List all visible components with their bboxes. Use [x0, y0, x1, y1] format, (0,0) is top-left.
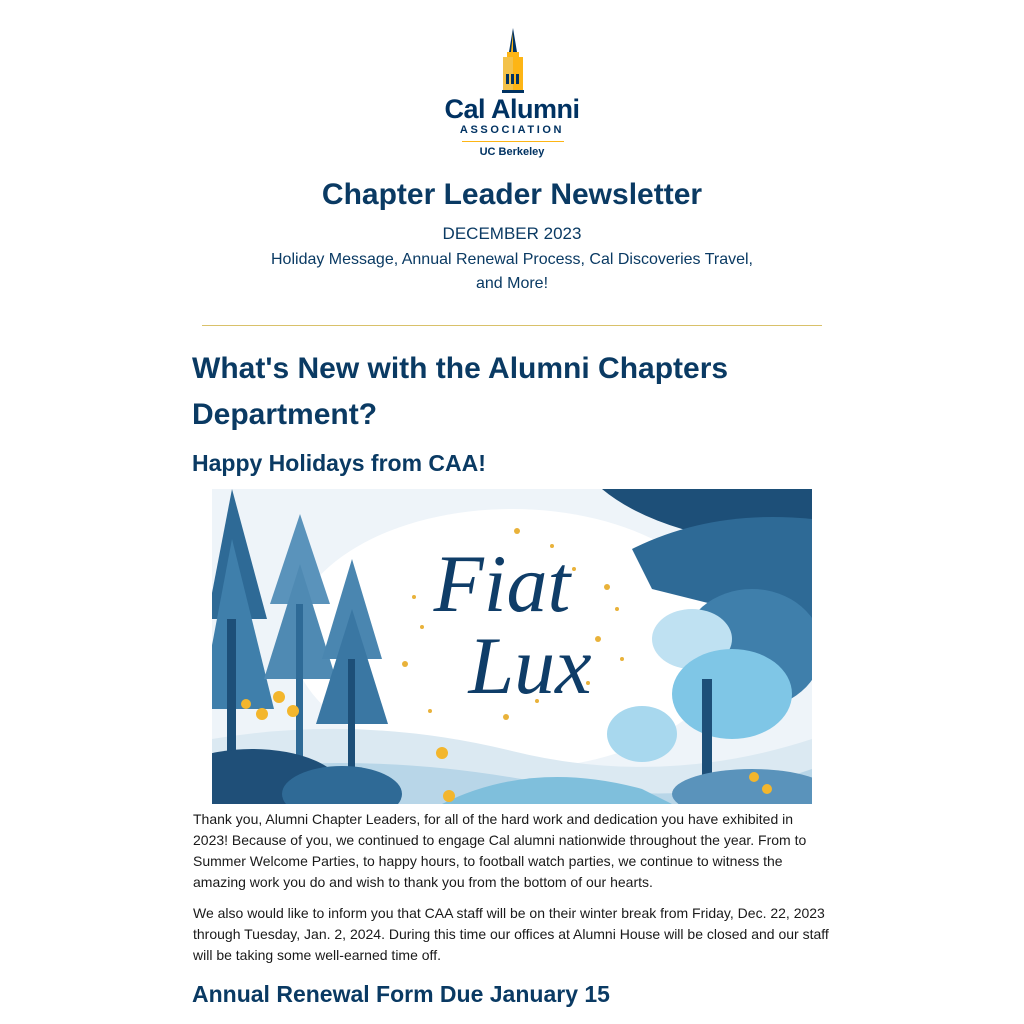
holiday-thanks-paragraph: Thank you, Alumni Chapter Leaders, for all of the hard work and dedication you have exhibited in 2023! Because of you, we continued to engage Cal alumni nationwide throughout the year. From to Summer Welcome Parties, to happy hours, to football watch parties, we continue to witness the amazing work you do and wish to thank you from the bottom of our hearts. — [193, 811, 807, 890]
renewal-heading: Annual Renewal Form Due January 15 — [192, 981, 610, 1007]
logo-name: Cal Alumni — [444, 94, 580, 124]
newsletter-subtitle: Holiday Message, Annual Renewal Process, Cal Discoveries Travel, and More! — [271, 251, 753, 292]
holiday-heading: Happy Holidays from CAA! — [192, 450, 486, 476]
logo-association: ASSOCIATION — [459, 124, 565, 136]
section-heading: What's New with the Alumni Chapters Department? — [192, 352, 729, 431]
winter-break-paragraph: We also would like to inform you that CAA staff will be on their winter break from Friday, Dec. 22, 2023 through Tuesday, Jan. 2, 2024. During this time our offices at Alumni House will be closed and our staff will be taking some well-earned time off. — [193, 905, 829, 963]
newsletter-title: Chapter Leader Newsletter — [321, 178, 703, 211]
logo-rule — [462, 141, 564, 142]
fiat-lux-holiday-image — [212, 489, 812, 804]
campanile-tower-icon — [498, 28, 528, 94]
cal-alumni-logo[interactable] — [432, 28, 592, 164]
newsletter-month: DECEMBER 2023 — [442, 224, 582, 243]
hero-text-lux: Lux — [468, 620, 592, 711]
logo-school: UC Berkeley — [479, 146, 545, 158]
hero-text-fiat: Fiat — [433, 538, 571, 629]
header-divider — [202, 325, 822, 326]
